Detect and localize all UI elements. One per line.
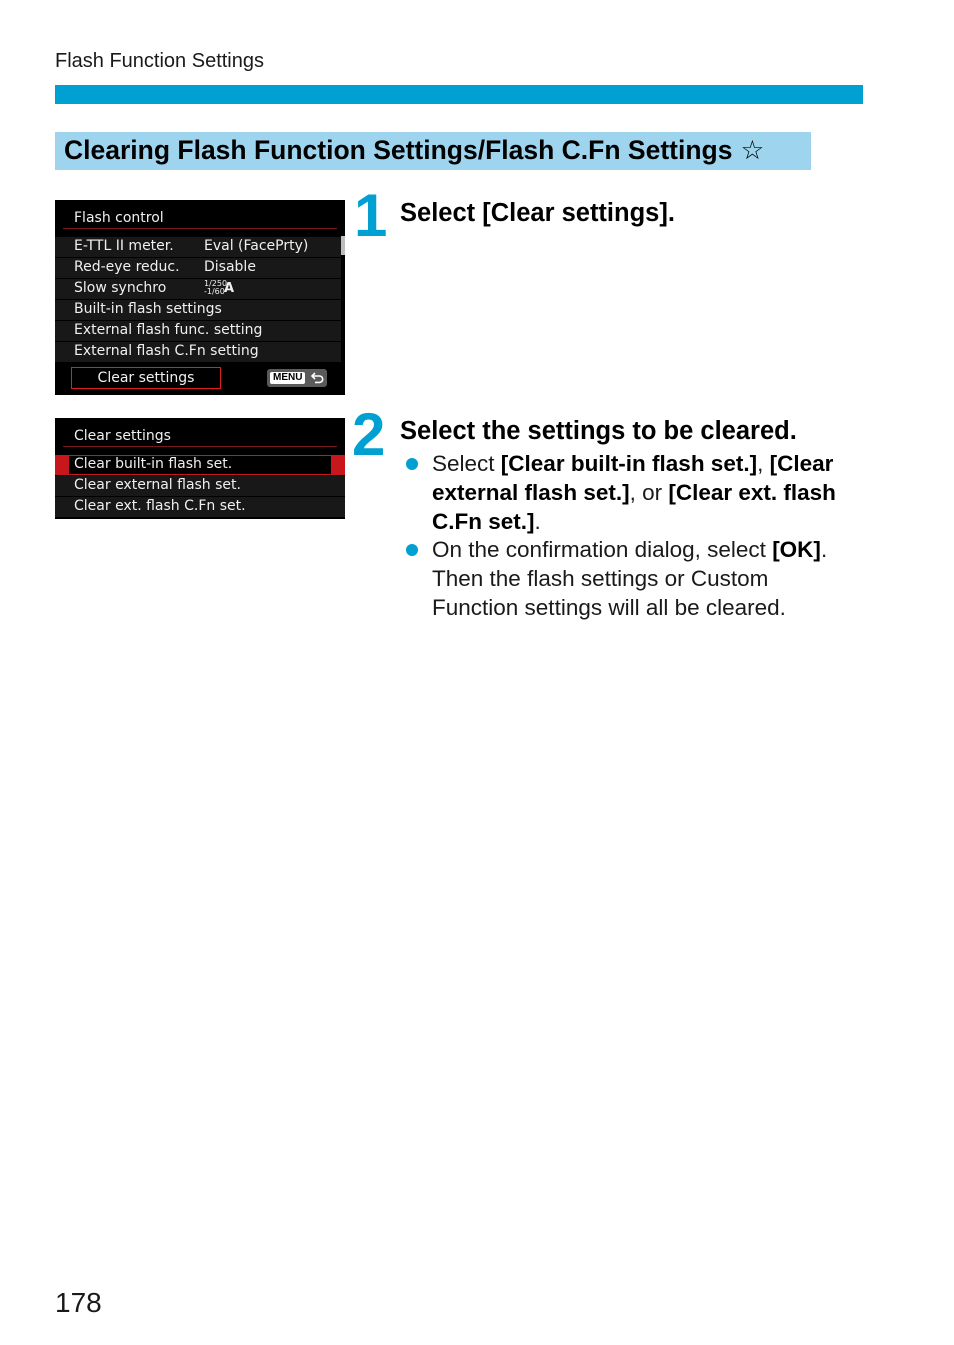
sync-slow: -1/60	[204, 287, 225, 296]
bullet-icon	[406, 458, 418, 470]
page-number: 178	[55, 1287, 102, 1318]
menu-row-external-flash-func[interactable]	[55, 321, 341, 342]
return-arrow-icon	[311, 372, 324, 384]
row-label: Built-in flash settings	[74, 301, 222, 317]
menu-row-ettl-meter[interactable]	[55, 237, 341, 258]
flash-control-screen	[55, 200, 345, 395]
title-divider	[63, 446, 337, 447]
sync-fast: 1/250	[204, 279, 228, 288]
step-2-title: Select the settings to be cleared.	[400, 417, 797, 445]
row-label: Clear built-in flash set.	[74, 456, 233, 472]
text-run: ,	[757, 451, 770, 476]
title-divider	[63, 228, 337, 229]
text-run: Function settings will all be cleared.	[432, 595, 786, 620]
menu-label: MENU	[270, 372, 305, 384]
row-label: Clear external flash set.	[74, 477, 241, 493]
clear-settings-button[interactable]: Clear settings	[71, 367, 221, 389]
text-run: Then the flash settings or Custom	[432, 566, 769, 591]
section-title-text: Clearing Flash Function Settings/Flash C.Fn Settings	[64, 135, 733, 165]
row-label: Slow synchro	[74, 280, 167, 296]
step-2-bullet-2	[432, 535, 827, 622]
row-label: External flash C.Fn setting	[74, 343, 259, 359]
bold-run: external flash set.]	[432, 480, 630, 505]
row-label: Red-eye reduc.	[74, 259, 180, 275]
section-banner	[55, 132, 811, 170]
header-bar	[55, 85, 863, 104]
section-title	[64, 135, 764, 166]
screen-title: Flash control	[74, 210, 164, 226]
scrollbar[interactable]	[341, 236, 345, 255]
step-number-1: 1	[354, 182, 384, 249]
bold-run: [Clear built-in flash set.]	[500, 451, 758, 476]
sync-auto-suffix: A	[224, 281, 235, 296]
menu-row-clear-external[interactable]	[55, 476, 345, 497]
bullet-icon	[406, 544, 418, 556]
running-head: Flash Function Settings	[55, 50, 264, 72]
row-label: Clear ext. flash C.Fn set.	[74, 498, 246, 514]
bold-run: [Clear ext. flash	[668, 480, 836, 505]
step-1-title: Select [Clear settings].	[400, 199, 675, 227]
clear-settings-screen	[55, 418, 345, 519]
menu-back-button[interactable]	[267, 369, 327, 387]
bold-run: C.Fn set.]	[432, 509, 535, 534]
text-run: Select	[432, 451, 501, 476]
step-2-bullet-1	[432, 449, 836, 536]
bold-run: [OK]	[772, 537, 821, 562]
text-run: On the confirmation dialog, select	[432, 537, 773, 562]
row-label: E-TTL II meter.	[74, 238, 174, 254]
menu-row-clear-built-in[interactable]	[55, 455, 345, 476]
star-icon: ☆	[740, 135, 765, 165]
text-run: .	[820, 537, 828, 562]
row-label: External flash func. setting	[74, 322, 263, 338]
step-number-2: 2	[352, 401, 382, 468]
menu-row-built-in-flash[interactable]	[55, 300, 341, 321]
text-run: .	[534, 509, 541, 534]
menu-row-red-eye[interactable]	[55, 258, 341, 279]
bold-run: [Clear	[769, 451, 834, 476]
row-value: Eval (FacePrty)	[204, 238, 309, 254]
menu-row-clear-ext-cfn[interactable]	[55, 497, 345, 518]
screen-title: Clear settings	[74, 428, 171, 444]
text-run: , or	[629, 480, 669, 505]
menu-row-external-flash-cfn[interactable]	[55, 342, 341, 363]
row-value: Disable	[204, 259, 256, 275]
menu-row-slow-synchro[interactable]	[55, 279, 341, 300]
